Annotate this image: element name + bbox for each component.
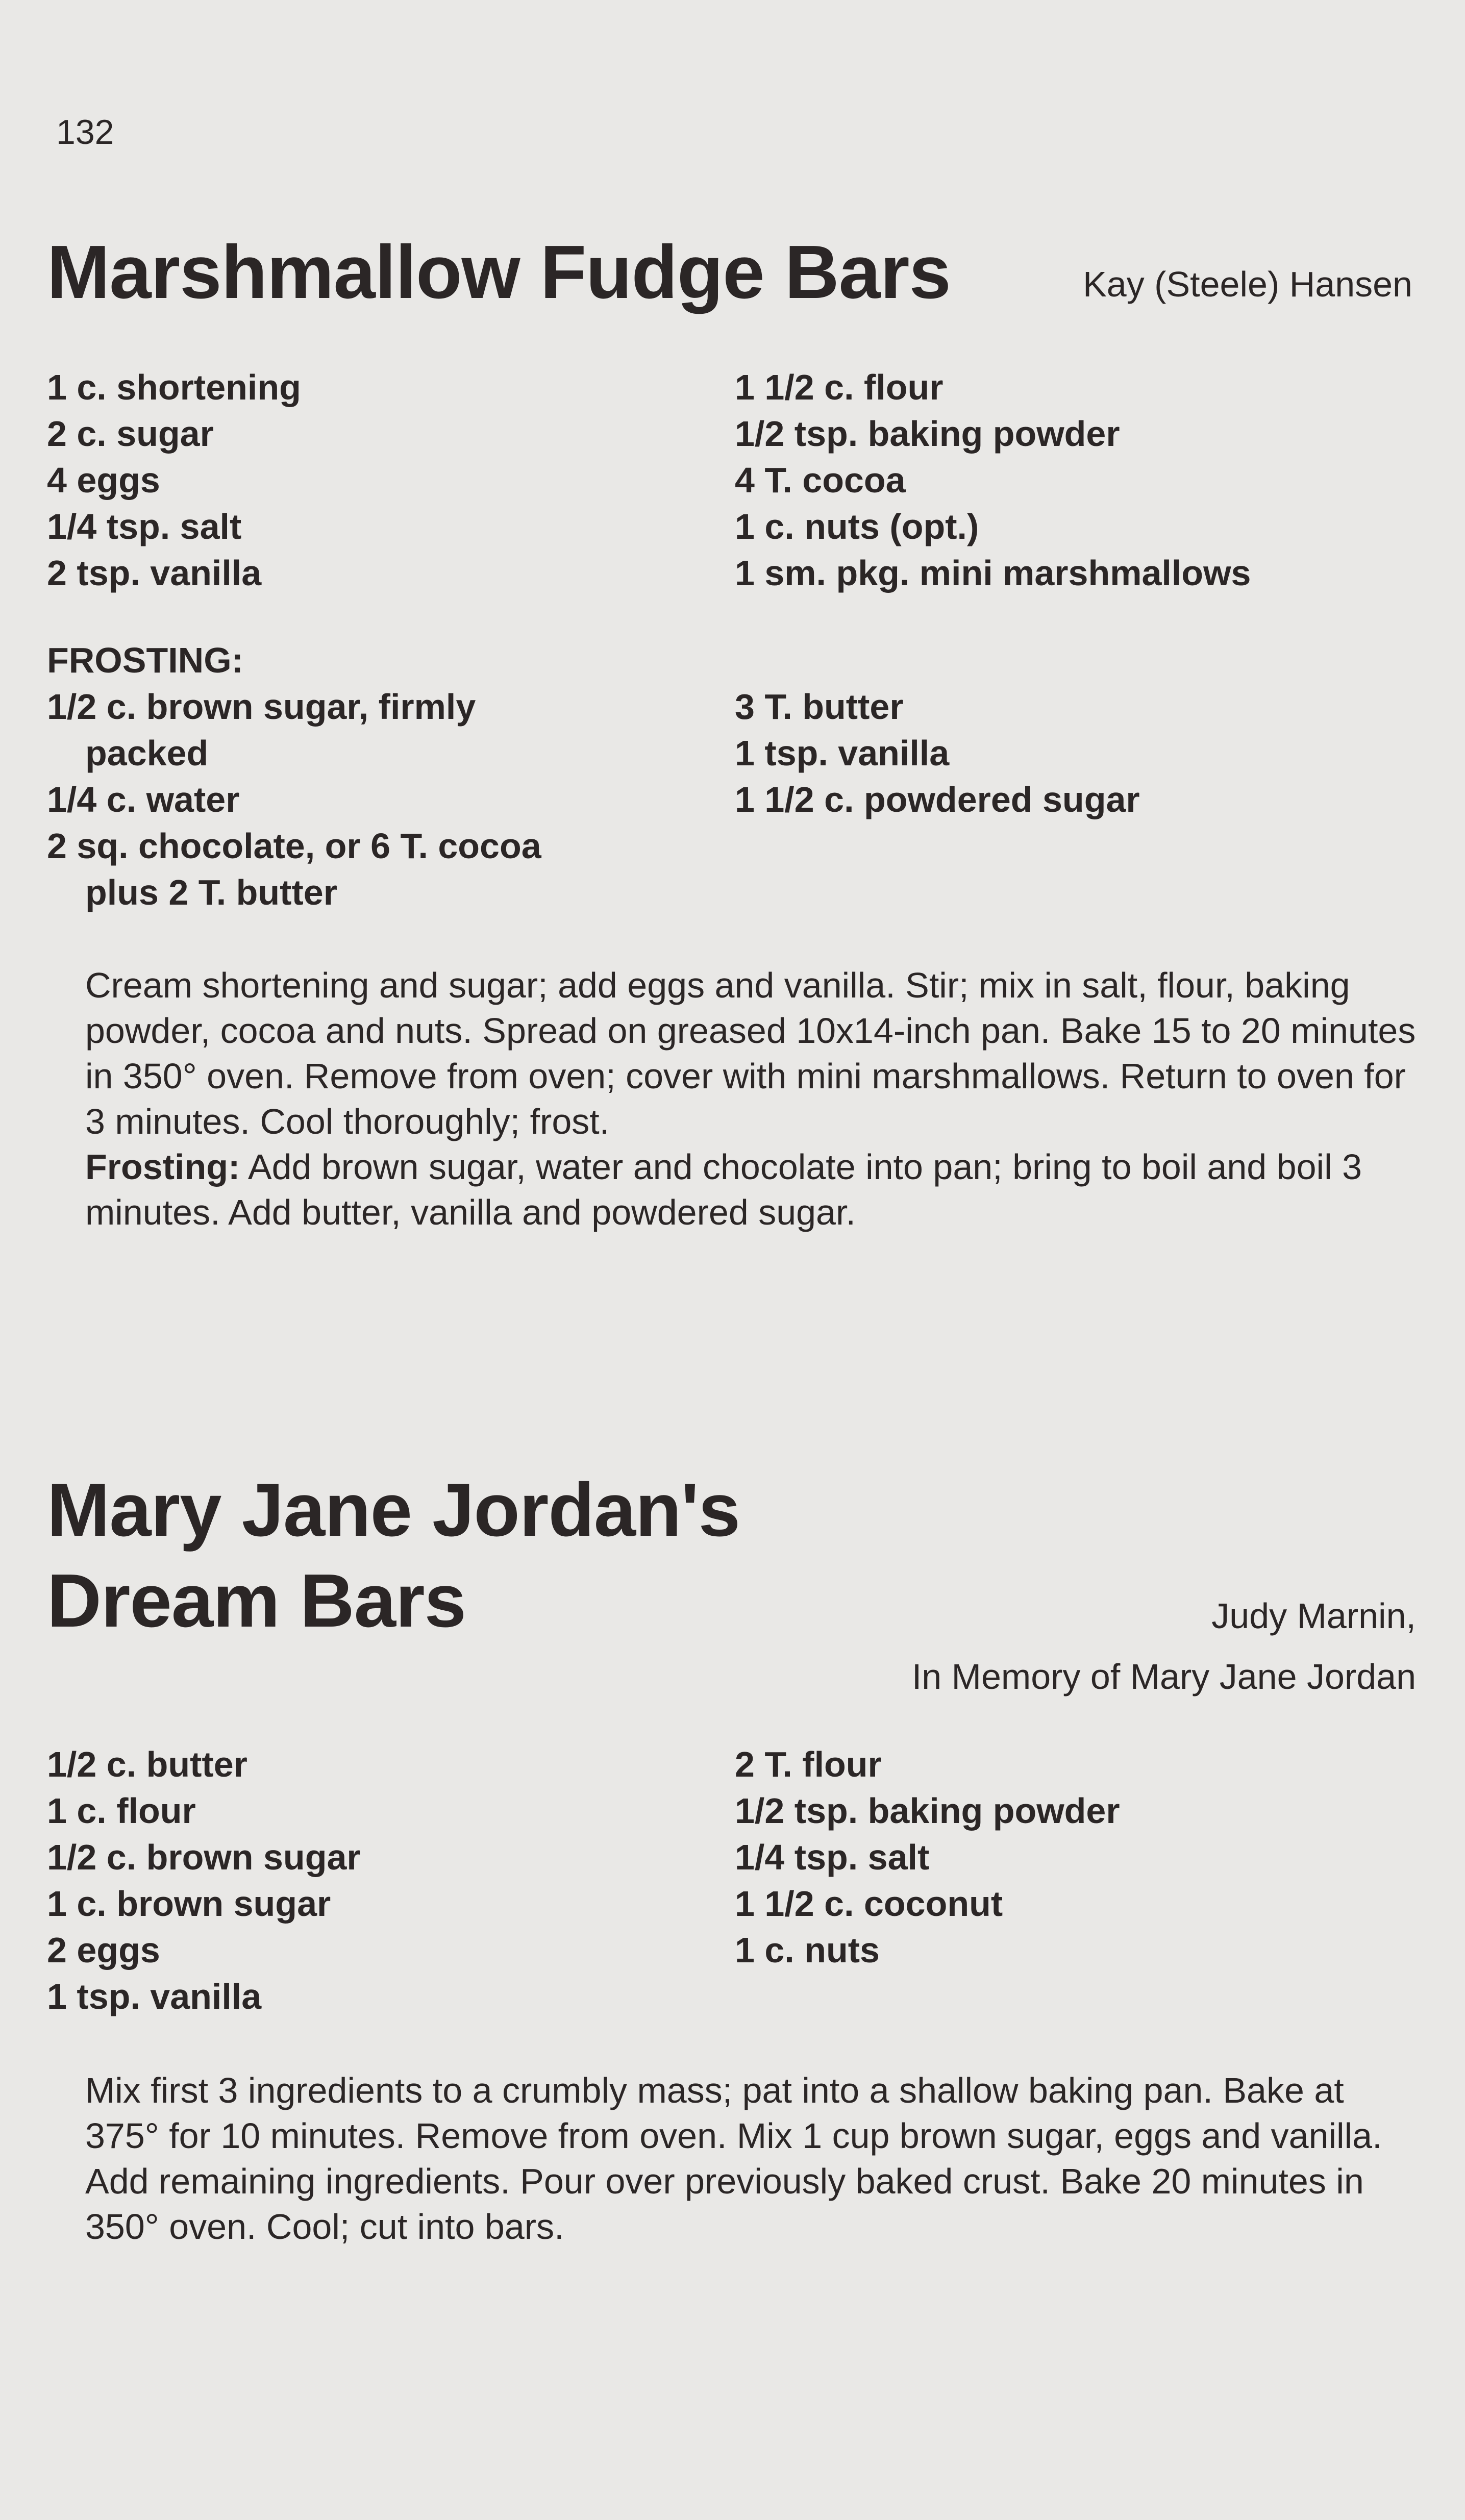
ingredient: 1 1/2 c. coconut — [735, 1884, 1003, 1924]
ingredient: 2 sq. chocolate, or 6 T. cocoa — [47, 826, 541, 866]
frosting-label: Frosting: — [85, 1147, 240, 1187]
ingredient: 1 c. nuts — [735, 1930, 880, 1970]
ingredient: 1/4 tsp. salt — [735, 1837, 930, 1877]
page-number: 132 — [56, 113, 114, 152]
ingredient: 1 c. shortening — [47, 367, 301, 407]
directions-text: Cream shortening and sugar; add eggs and vanilla. Stir; mix in salt, flour, baking powder, cocoa and nuts. Spread on greased 10x14-inch pan. Bake 15 to 20 minutes in 350° oven. Remove from oven; cover with mini marshmallows. Return to oven for 3 minutes. Cool thoroughly; frost. — [85, 965, 1416, 1141]
directions-text: Mix first 3 ingredients to a crumbly mass; pat into a shallow baking pan. Bake at 375° for 10 minutes. Remove from oven. Mix 1 cup brown sugar, eggs and vanilla. Add remaining ingredients. Pour over previously baked crust. Bake 20 minutes in 350° oven. Cool; cut into bars. — [85, 2070, 1382, 2247]
ingredient: 1 c. nuts (opt.) — [735, 507, 979, 546]
ingredient: 1/2 c. brown sugar, firmly — [47, 687, 476, 727]
recipe-directions — [47, 963, 1420, 1235]
ingredients-right — [735, 1741, 1120, 1974]
ingredient: 1/2 tsp. baking powder — [735, 414, 1120, 454]
frosting-heading: FROSTING: — [47, 640, 243, 680]
ingredient: 1 c. brown sugar — [47, 1884, 331, 1924]
ingredient: 2 tsp. vanilla — [47, 553, 262, 593]
ingredient: 1 1/2 c. powdered sugar — [735, 780, 1140, 819]
recipe-title-line1: Mary Jane Jordan's — [47, 1468, 740, 1552]
ingredient: 1 1/2 c. flour — [735, 367, 943, 407]
ingredient: 4 T. cocoa — [735, 460, 906, 500]
frosting-ingredients-right — [735, 684, 1140, 823]
recipe-author-dedication: In Memory of Mary Jane Jordan — [911, 1657, 1416, 1696]
recipe-title-line2: Dream Bars — [47, 1559, 466, 1643]
ingredient: 2 T. flour — [735, 1744, 882, 1784]
ingredient: 3 T. butter — [735, 687, 904, 727]
recipe-author: Kay (Steele) Hansen — [1083, 264, 1412, 304]
ingredient: 1/4 tsp. salt — [47, 507, 242, 546]
ingredient: 1/2 tsp. baking powder — [735, 1791, 1120, 1831]
ingredient: 1/4 c. water — [47, 780, 240, 819]
ingredient: 1 tsp. vanilla — [735, 733, 950, 773]
recipe-author: Judy Marnin, — [1211, 1596, 1416, 1636]
frosting-directions — [47, 1144, 1420, 1235]
ingredient-continued: packed — [85, 733, 209, 773]
ingredients-left — [47, 364, 301, 596]
ingredients-left — [47, 1741, 361, 2020]
ingredient: 1/2 c. brown sugar — [47, 1837, 361, 1877]
recipe-directions — [47, 2068, 1420, 2250]
ingredient: 1 c. flour — [47, 1791, 196, 1831]
frosting-ingredients-left — [47, 637, 541, 916]
ingredient: 2 c. sugar — [47, 414, 214, 454]
ingredient: 1 sm. pkg. mini marshmallows — [735, 553, 1251, 593]
recipe-title: Marshmallow Fudge Bars — [47, 230, 951, 314]
frosting-directions-text: Add brown sugar, water and chocolate into pan; bring to boil and boil 3 minutes. Add butter, vanilla and powdered sugar. — [85, 1147, 1362, 1232]
ingredient: 4 eggs — [47, 460, 160, 500]
ingredient-continued: plus 2 T. butter — [85, 872, 337, 912]
ingredient: 1 tsp. vanilla — [47, 1977, 262, 2016]
ingredient: 1/2 c. butter — [47, 1744, 247, 1784]
ingredient: 2 eggs — [47, 1930, 160, 1970]
ingredients-right — [735, 364, 1251, 596]
